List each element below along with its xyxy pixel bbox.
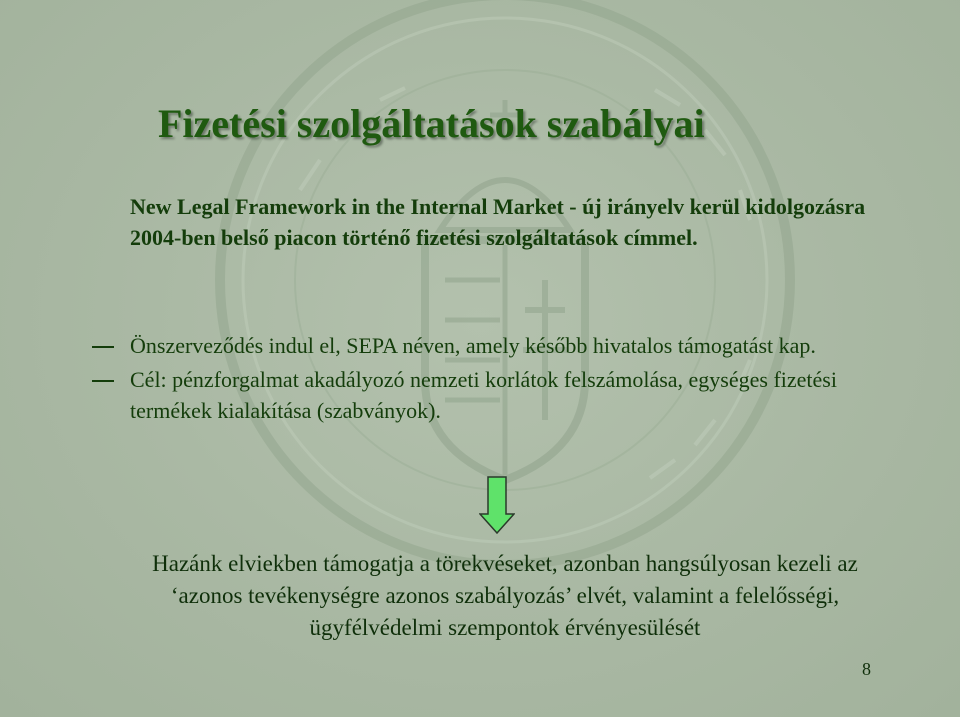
arrow-down-icon <box>479 476 515 534</box>
slide-title: Fizetési szolgáltatások szabályai <box>158 101 705 146</box>
bullet-list <box>0 330 960 429</box>
bullet-item <box>0 364 870 426</box>
intro-paragraph: New Legal Framework in the Internal Market - új irányelv kerül kidolgozásra 2004-ben belső piacon történő fizetési szolgáltatások címmel. <box>130 194 866 250</box>
conclusion-text: Hazánk elviekben támogatja a törekvéseket, azonban hangsúlyosan kezeli az ‘azonos tevékenységre azonos szabályozás’ elvét, valamint a felelősségi, ügyfélvédelmi szempontok érvényesülését <box>152 551 858 640</box>
dash-bullet-icon <box>92 380 114 382</box>
dash-bullet-icon <box>92 346 114 348</box>
bullet-text: Önszerveződés indul el, SEPA néven, amely később hivatalos támogatást kap. <box>130 333 816 358</box>
bullet-text: Cél: pénzforgalmat akadályozó nemzeti korlátok felszámolása, egységes fizetési termékek kialakítása (szabványok). <box>130 367 837 423</box>
bullet-item <box>0 330 870 361</box>
page-number: 8 <box>862 659 871 679</box>
